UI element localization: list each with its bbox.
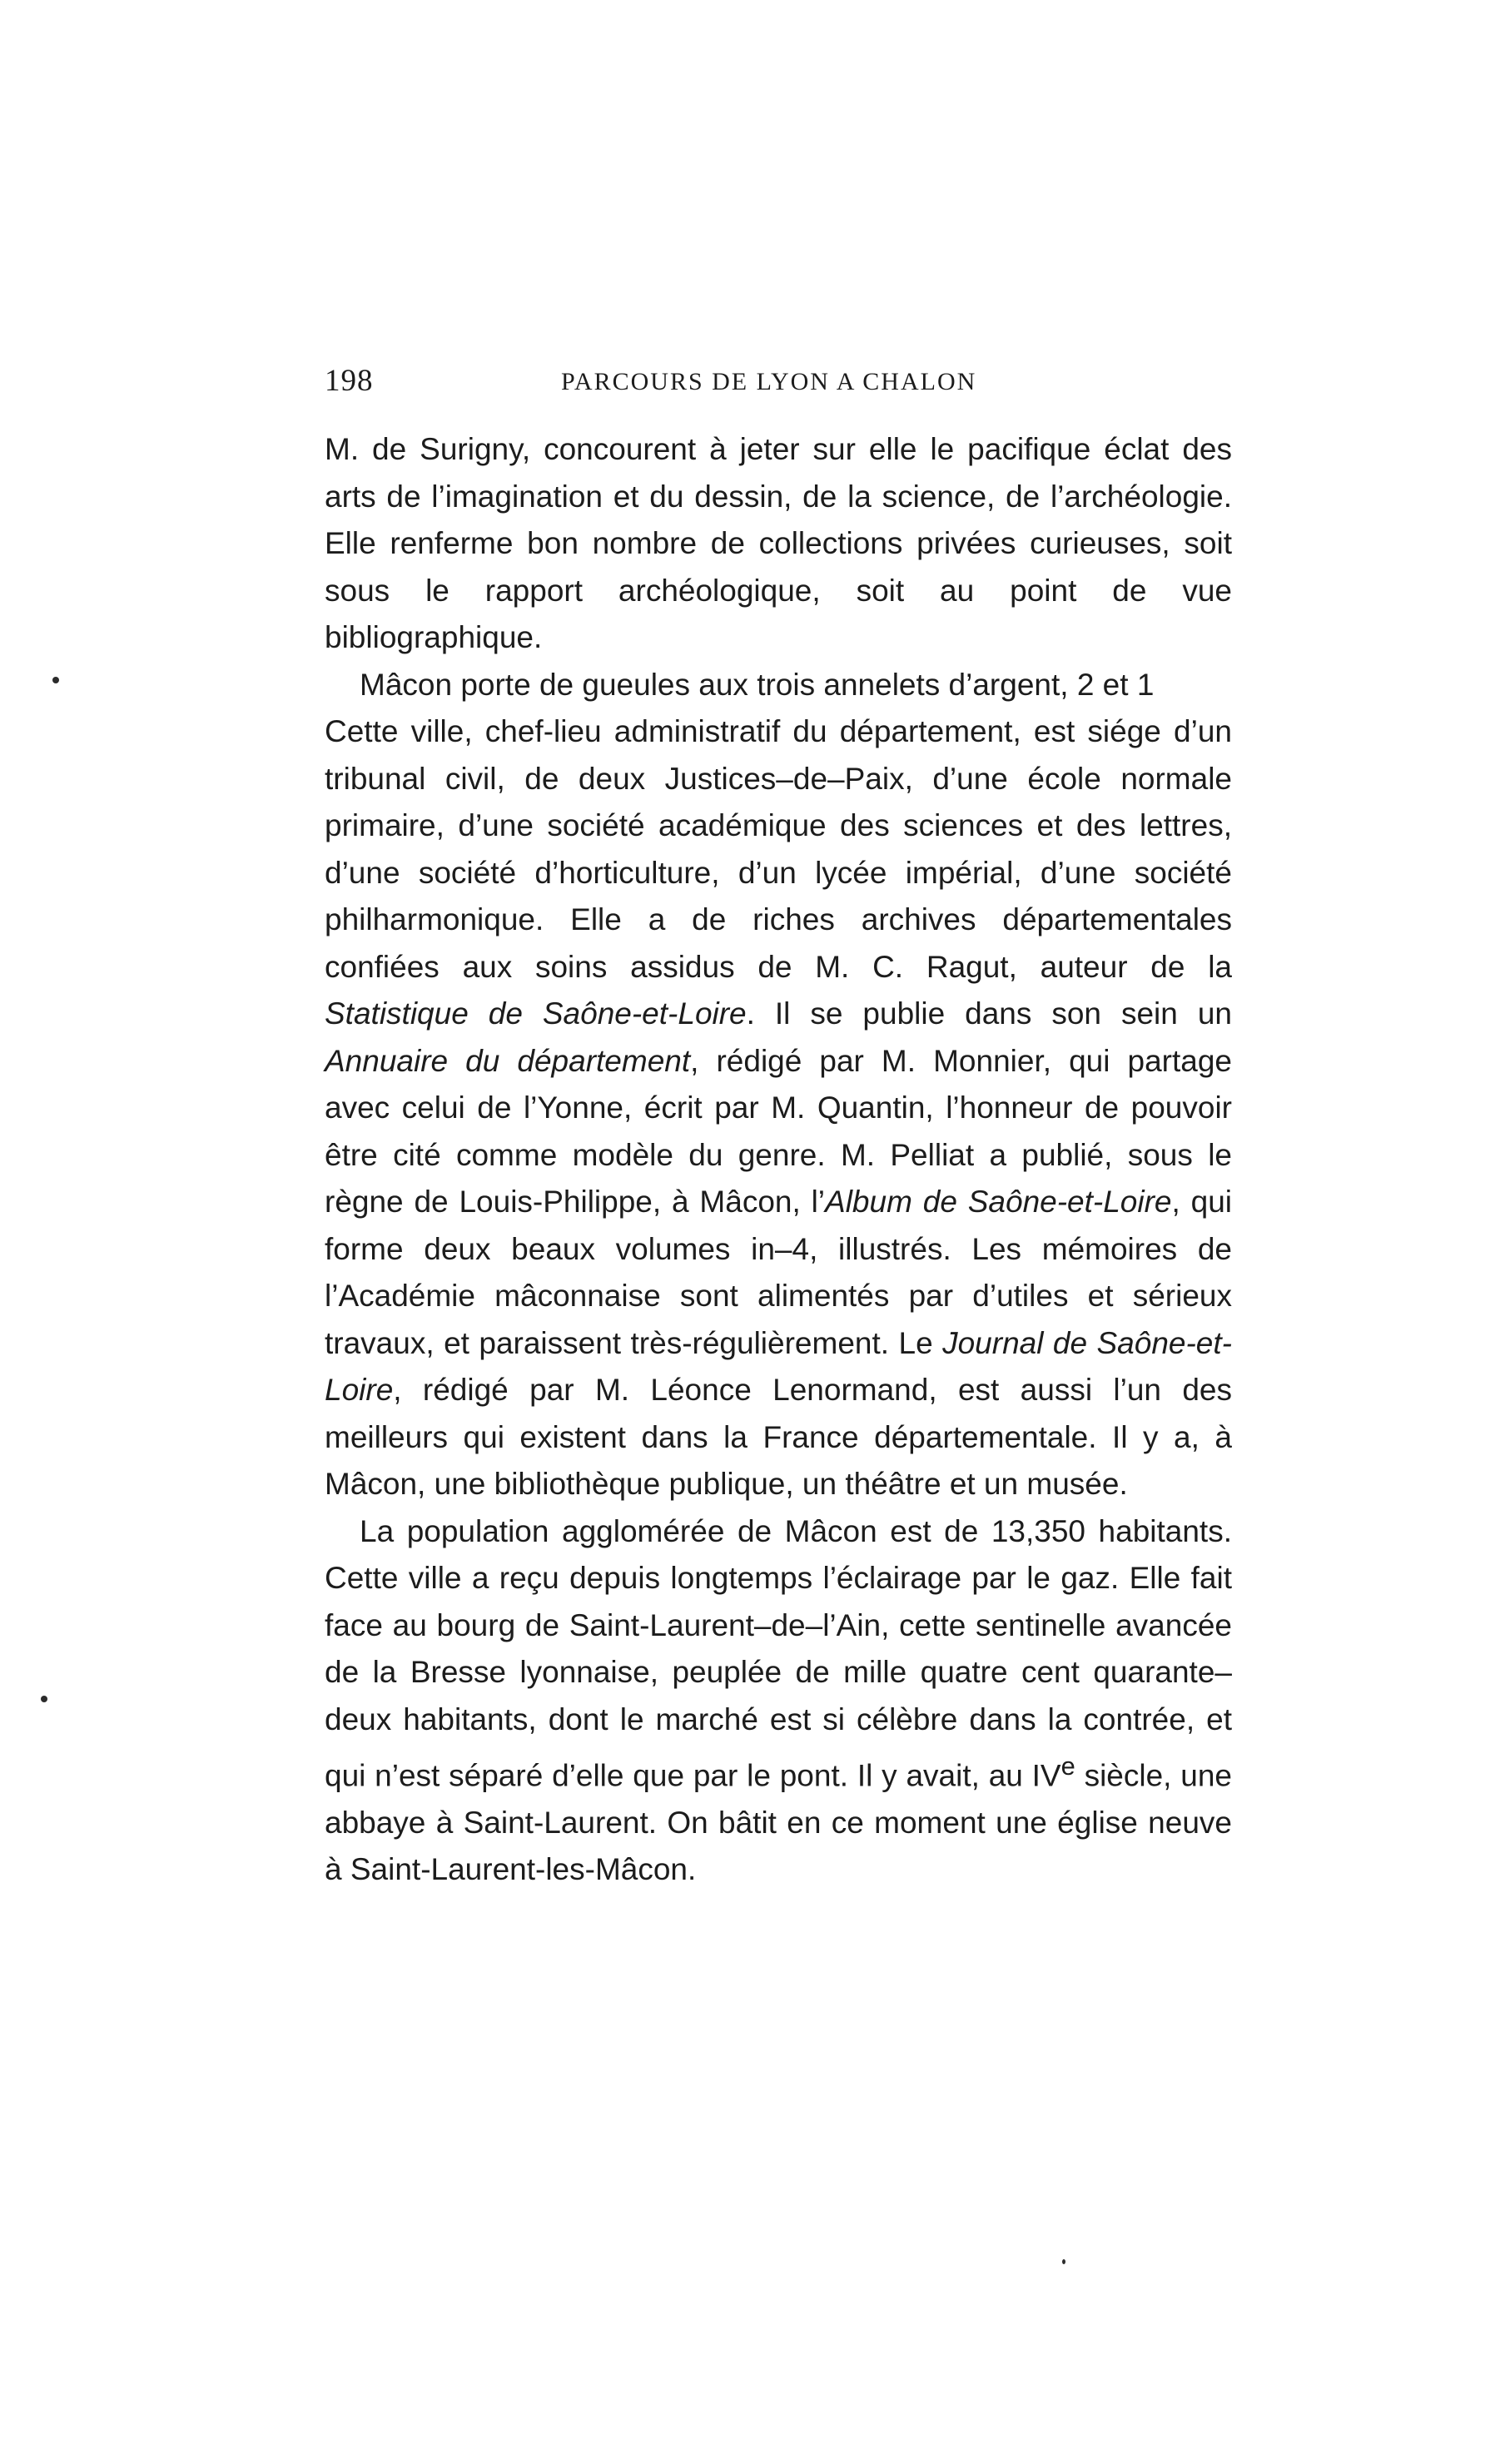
paragraph-continuation [325, 426, 1232, 662]
superscript-e: e [1060, 1751, 1075, 1781]
paragraph-coat-of-arms [325, 662, 1232, 709]
paragraph-text: . Il se publie dans son sein un [746, 996, 1232, 1031]
page-number: 198 [325, 364, 374, 398]
title-journal: Journal de Saône-et-Loire [325, 1325, 1232, 1407]
paragraph-institutions [325, 708, 1232, 1508]
paragraph-text: siècle, une abbaye à Saint-Laurent. On bâtit en ce moment une église neuve à Saint-Laurent-les-Mâcon. [325, 1758, 1233, 1887]
running-head [325, 360, 1232, 406]
title-annuaire: Annuaire du département [325, 1043, 691, 1078]
paragraph-text: Mâcon porte de gueules aux trois annelets d’argent, 2 et 1 [360, 667, 1155, 702]
margin-mark [52, 677, 59, 683]
title-album: Album de Saône-et-Loire [825, 1185, 1172, 1219]
running-title: PARCOURS DE LYON A CHALON [561, 368, 977, 395]
body-text [325, 426, 1232, 1894]
paragraph-text: Cette ville, chef-lieu administratif du département, est siége d’un tribunal civil, de deux Justices–de–Paix, d’une école normale primaire, d’une société académique des sciences et des lettres, d’une société d’horticulture, d’un lycée impérial, d’une société philharmonique. Elle a de riches archives départementales confiées aux soins assidus de M. C. Ragut, auteur de la [325, 714, 1232, 984]
title-statistique: Statistique de Saône-et-Loire [325, 996, 747, 1031]
paragraph-text: , rédigé par M. Léonce Lenormand, est aussi l’un des meilleurs qui existent dans la France départementale. Il y a, à Mâcon, une bibliothèque publique, un théâtre et un musée. [325, 1373, 1232, 1501]
paragraph-text: La population agglomérée de Mâcon est de 13,350 habitants. Cette ville a reçu depuis longtemps l’éclairage par le gaz. Elle fait face au bourg de Saint-Laurent–de–l’Ain, cette sentinelle avancée de la Bresse lyonnaise, peuplée de mille quatre cent quarante–deux habitants, dont le marché est si célèbre dans la contrée, et qui n’est séparé d’elle que par le pont. Il y avait, au IV [325, 1513, 1232, 1793]
margin-mark [41, 1696, 47, 1702]
margin-mark [1062, 2259, 1065, 2264]
paragraph-text: , rédigé par M. Monnier, qui partage avec celui de l’Yonne, écrit par M. Quantin, l’honneur de pouvoir être cité comme modèle du genre. M. Pelliat a publié, sous le règne de Louis-Philippe, à Mâcon, l’ [325, 1043, 1232, 1219]
paragraph-text: , qui forme deux beaux volumes in–4, illustrés. Les mémoires de l’Académie mâconnaise sont alimentés par d’utiles et sérieux travaux, et paraissent très-régulièrement. Le [325, 1185, 1232, 1360]
paragraph-population [325, 1508, 1232, 1894]
paragraph-text: M. de Surigny, concourent à jeter sur elle le pacifique éclat des arts de l’imagination et du dessin, de la science, de l’archéologie. Elle renferme bon nombre de collections privées curieuses, soit sous le rapport archéologique, soit au point de vue bibliographique. [325, 432, 1232, 654]
